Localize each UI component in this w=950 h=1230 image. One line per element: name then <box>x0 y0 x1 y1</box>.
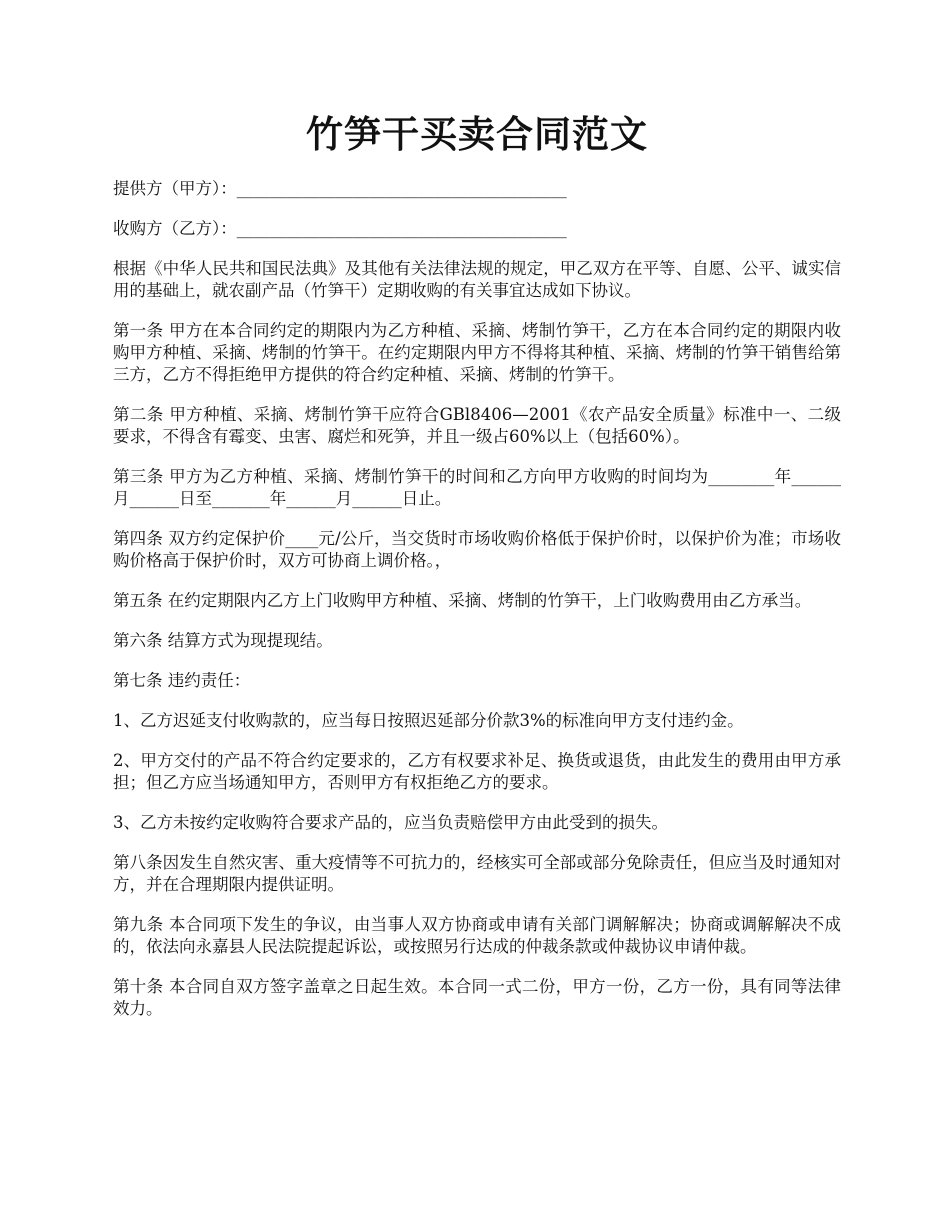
buyer-line: 收购方（乙方）：________________________________________ <box>113 219 567 238</box>
article-8: 第八条因发生自然灾害、重大疫情等不可抗力的，经核实可全部或部分免除责任，但应当及时通知对方，并在合理期限内提供证明。 <box>113 853 841 894</box>
preamble-paragraph: 根据《中华人民共和国民法典》及其他有关法律法规的规定，甲乙双方在平等、自愿、公平、诚实信用的基础上，就农副产品（竹笋干）定期收购的有关事宜达成如下协议。 <box>113 259 841 300</box>
article-2: 第二条 甲方种植、采摘、烤制竹笋干应符合GBl8406—2001《农产品安全质量》标准中一、二级要求，不得含有霉变、虫害、腐烂和死笋，并且一级占60%以上（包括60%）。 <box>113 405 841 446</box>
breach-clause-1: 1、乙方迟延支付收购款的，应当每日按照迟延部分价款3%的标准向甲方支付违约金。 <box>113 711 744 730</box>
breach-clause-2: 2、甲方交付的产品不符合约定要求的，乙方有权要求补足、换货或退货，由此发生的费用由甲方承担；但乙方应当场通知甲方，否则甲方有权拒绝乙方的要求。 <box>113 751 841 792</box>
article-1: 第一条 甲方在本合同约定的期限内为乙方种植、采摘、烤制竹笋干，乙方在本合同约定的期限内收购甲方种植、采摘、烤制的竹笋干。在约定期限内甲方不得将其种植、采摘、烤制的竹笋干销售给第三方，乙方不得拒绝甲方提供的符合约定种植、采摘、烤制的竹笋干。 <box>113 321 841 384</box>
document-title: 竹笋干买卖合同范文 <box>306 112 648 156</box>
supplier-line: 提供方（甲方）：________________________________________ <box>113 179 567 198</box>
article-6: 第六条 结算方式为现提现结。 <box>113 631 333 650</box>
article-7-heading: 第七条 违约责任： <box>113 671 251 690</box>
document-page <box>113 108 841 1038</box>
article-9: 第九条 本合同项下发生的争议，由当事人双方协商或申请有关部门调解解决；协商或调解解决不成的，依法向永嘉县人民法院提起诉讼，或按照另行达成的仲裁条款或仲裁协议申请仲裁。 <box>113 915 841 956</box>
breach-clause-3: 3、乙方未按约定收购符合要求产品的，应当负责赔偿甲方由此受到的损失。 <box>113 813 668 832</box>
article-10: 第十条 本合同自双方签字盖章之日起生效。本合同一式二份，甲方一份，乙方一份，具有同等法律效力。 <box>113 977 841 1018</box>
article-3: 第三条 甲方为乙方种植、采摘、烤制竹笋干的时间和乙方向甲方收购的时间均为________年______月______日至_______年______月______日止。 <box>113 467 841 508</box>
article-5: 第五条 在约定期限内乙方上门收购甲方种植、采摘、烤制的竹笋干，上门收购费用由乙方承当。 <box>113 591 812 610</box>
article-4: 第四条 双方约定保护价____元/公斤，当交货时市场收购价格低于保护价时，以保护价为准；市场收购价格高于保护价时，双方可协商上调价格。， <box>113 529 841 570</box>
